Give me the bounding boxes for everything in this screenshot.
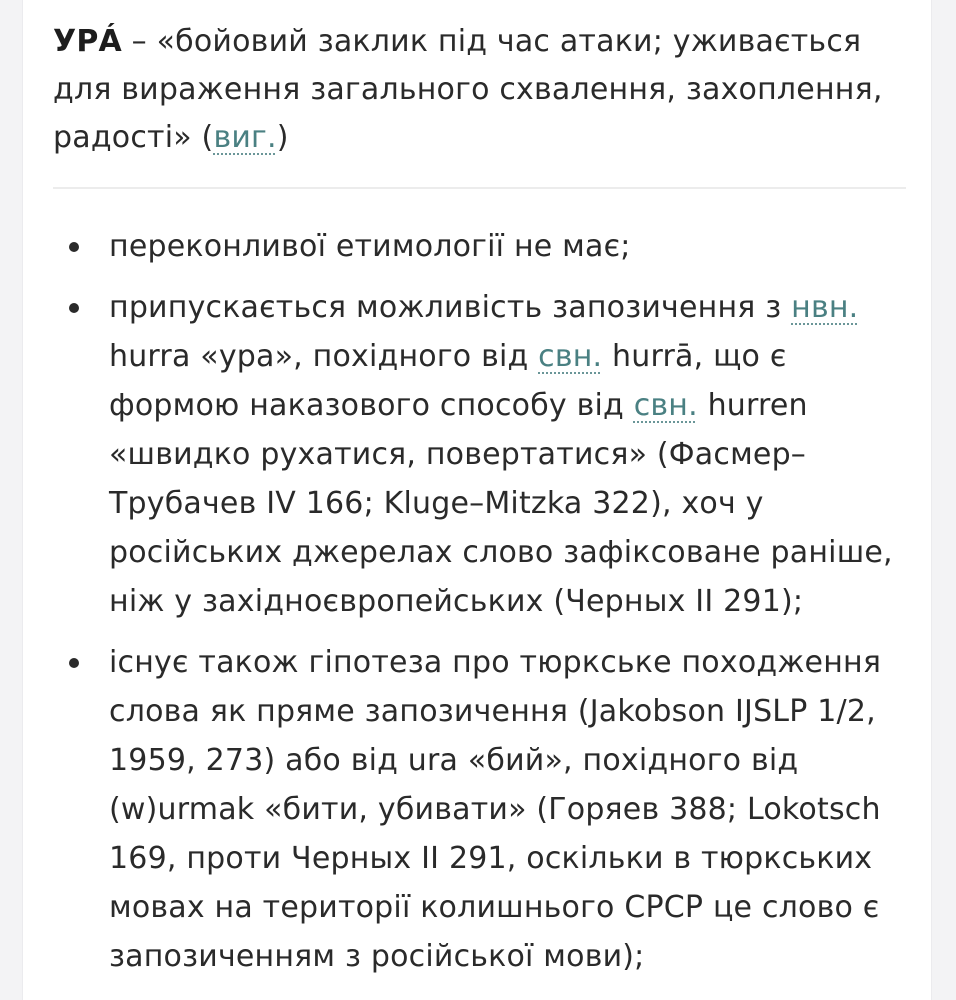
definition-text: «бойовий заклик під час атаки; уживається для вираження загального схвалення, захоплення, радості» xyxy=(53,24,883,155)
entry-definition xyxy=(53,18,903,162)
etymology-text: існує також гіпотеза про тюркське походження слова як пряме запозичення (Jakobson IJSLP 1/2, 1959, 273) або від ura «бий», похідного від (w)urmak «бити, убивати» (Горяев 388; Lokotsch 169, проти Черных II 291, оскільки в тюркських мовах на території колишнього СРСР це слово є запозиченням з російської мови); xyxy=(109,645,882,974)
headword: УРÁ xyxy=(53,24,122,59)
etymology-text: переконливої етимології не має; xyxy=(109,229,631,264)
list-item xyxy=(53,638,903,981)
pos-abbreviation-link[interactable]: виг. xyxy=(213,120,277,155)
dictionary-entry-card xyxy=(22,0,932,1000)
etymology-text: припускається можливість запозичення з xyxy=(109,290,792,325)
bullet-icon xyxy=(69,658,79,668)
etymology-list xyxy=(53,222,903,993)
list-item xyxy=(53,222,903,271)
language-abbreviation-link[interactable]: нвн. xyxy=(791,290,859,325)
dash: – xyxy=(121,24,157,59)
etymology-text: hurren «швидко рухатися, повертатися» (Фасмер–Трубачев IV 166; Kluge–Mitzka 322), хоч у російських джерелах слово зафіксоване раніше, ніж у західноєвропейських (Черных II 291); xyxy=(109,388,893,619)
bullet-icon xyxy=(69,242,79,252)
language-abbreviation-link[interactable]: свн. xyxy=(633,388,698,423)
language-abbreviation-link[interactable]: свн. xyxy=(538,339,603,374)
bullet-icon xyxy=(69,303,79,313)
list-item xyxy=(53,283,903,626)
paren-open: ( xyxy=(191,120,214,155)
section-divider xyxy=(53,187,906,189)
etymology-text: hurrā, що є формою наказового способу від xyxy=(109,339,787,423)
paren-close: ) xyxy=(276,120,289,155)
etymology-text: hurra «ура», похідного від xyxy=(109,339,539,374)
